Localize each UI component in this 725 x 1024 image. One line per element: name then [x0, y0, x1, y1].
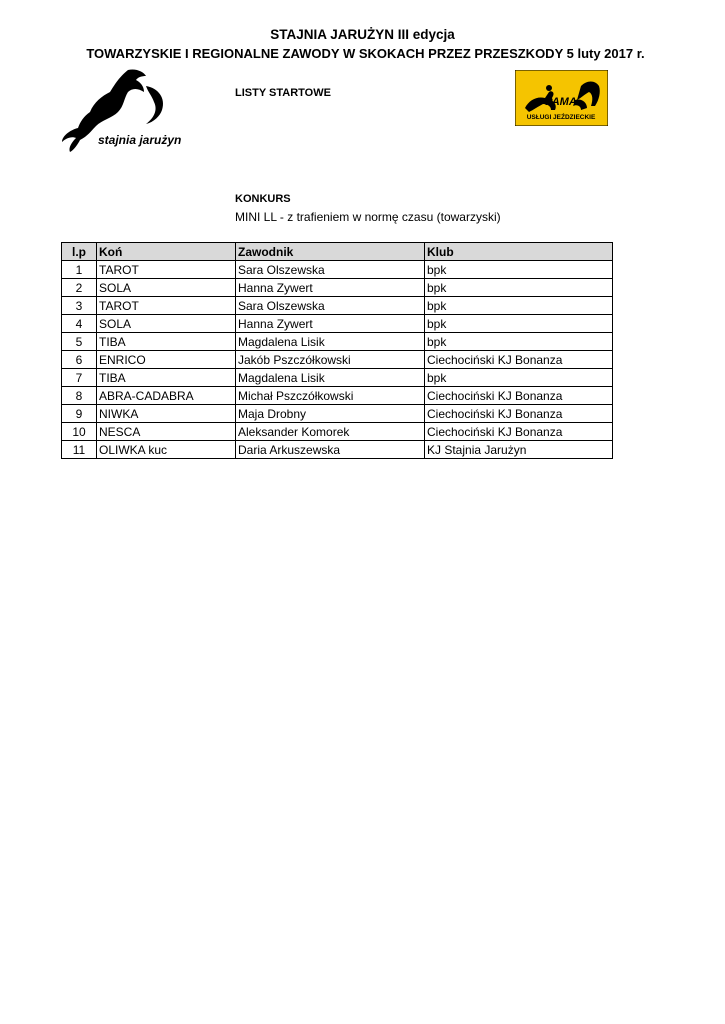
cell-zawodnik: Hanna Zywert — [236, 279, 425, 297]
table-row — [62, 279, 613, 297]
table-row — [62, 261, 613, 279]
cell-zawodnik: Maja Drobny — [236, 405, 425, 423]
start-list-table — [61, 242, 613, 459]
cell-zawodnik: Magdalena Lisik — [236, 333, 425, 351]
document-title: STAJNIA JARUŻYN III edycja — [270, 27, 455, 42]
cell-kon: TIBA — [97, 333, 236, 351]
header-klub: Klub — [425, 243, 613, 261]
cell-lp: 4 — [62, 315, 97, 333]
cell-klub: bpk — [425, 315, 613, 333]
cell-zawodnik: Michał Pszczółkowski — [236, 387, 425, 405]
konkurs-name: MINI LL - z trafieniem w normę czasu (towarzyski) — [235, 210, 501, 224]
section-heading: LISTY STARTOWE — [235, 87, 331, 99]
pama-logo-name: PAMA — [545, 96, 577, 108]
cell-kon: NESCA — [97, 423, 236, 441]
cell-klub: Ciechociński KJ Bonanza — [425, 423, 613, 441]
header-zawodnik: Zawodnik — [236, 243, 425, 261]
cell-klub: KJ Stajnia Jarużyn — [425, 441, 613, 459]
cell-kon: SOLA — [97, 279, 236, 297]
cell-lp: 6 — [62, 351, 97, 369]
cell-lp: 7 — [62, 369, 97, 387]
cell-lp: 11 — [62, 441, 97, 459]
stajnia-jaruzyn-logo — [58, 66, 186, 156]
pama-logo-tagline: USŁUGI JEŹDZIECKIE — [526, 114, 596, 121]
cell-klub: bpk — [425, 297, 613, 315]
cell-klub: Ciechociński KJ Bonanza — [425, 387, 613, 405]
cell-kon: ABRA-CADABRA — [97, 387, 236, 405]
table-row — [62, 405, 613, 423]
cell-klub: Ciechociński KJ Bonanza — [425, 351, 613, 369]
cell-kon: ENRICO — [97, 351, 236, 369]
cell-zawodnik: Sara Olszewska — [236, 297, 425, 315]
cell-klub: bpk — [425, 333, 613, 351]
table-row — [62, 423, 613, 441]
table-row — [62, 333, 613, 351]
header-kon: Koń — [97, 243, 236, 261]
table-row — [62, 297, 613, 315]
cell-kon: NIWKA — [97, 405, 236, 423]
cell-zawodnik: Magdalena Lisik — [236, 369, 425, 387]
table-row — [62, 315, 613, 333]
cell-lp: 3 — [62, 297, 97, 315]
cell-lp: 5 — [62, 333, 97, 351]
cell-zawodnik: Aleksander Komorek — [236, 423, 425, 441]
cell-kon: TIBA — [97, 369, 236, 387]
cell-klub: bpk — [425, 279, 613, 297]
cell-zawodnik: Sara Olszewska — [236, 261, 425, 279]
cell-kon: SOLA — [97, 315, 236, 333]
cell-zawodnik: Jakób Pszczółkowski — [236, 351, 425, 369]
table-row — [62, 369, 613, 387]
pama-logo — [515, 70, 608, 126]
cell-kon: TAROT — [97, 297, 236, 315]
cell-kon: OLIWKA kuc — [97, 441, 236, 459]
cell-klub: bpk — [425, 261, 613, 279]
cell-klub: bpk — [425, 369, 613, 387]
logo-text: stajnia jarużyn — [98, 133, 182, 147]
konkurs-label: KONKURS — [235, 193, 291, 205]
cell-lp: 9 — [62, 405, 97, 423]
table-row — [62, 441, 613, 459]
header-lp: l.p — [62, 243, 97, 261]
table-row — [62, 387, 613, 405]
cell-zawodnik: Daria Arkuszewska — [236, 441, 425, 459]
cell-lp: 1 — [62, 261, 97, 279]
table-row — [62, 351, 613, 369]
cell-lp: 2 — [62, 279, 97, 297]
cell-zawodnik: Hanna Zywert — [236, 315, 425, 333]
document-subtitle: TOWARZYSKIE I REGIONALNE ZAWODY W SKOKACH PRZEZ PRZESZKODY 5 luty 2017 r. — [86, 46, 645, 61]
cell-lp: 10 — [62, 423, 97, 441]
cell-kon: TAROT — [97, 261, 236, 279]
cell-lp: 8 — [62, 387, 97, 405]
table-header-row — [62, 243, 613, 261]
cell-klub: Ciechociński KJ Bonanza — [425, 405, 613, 423]
